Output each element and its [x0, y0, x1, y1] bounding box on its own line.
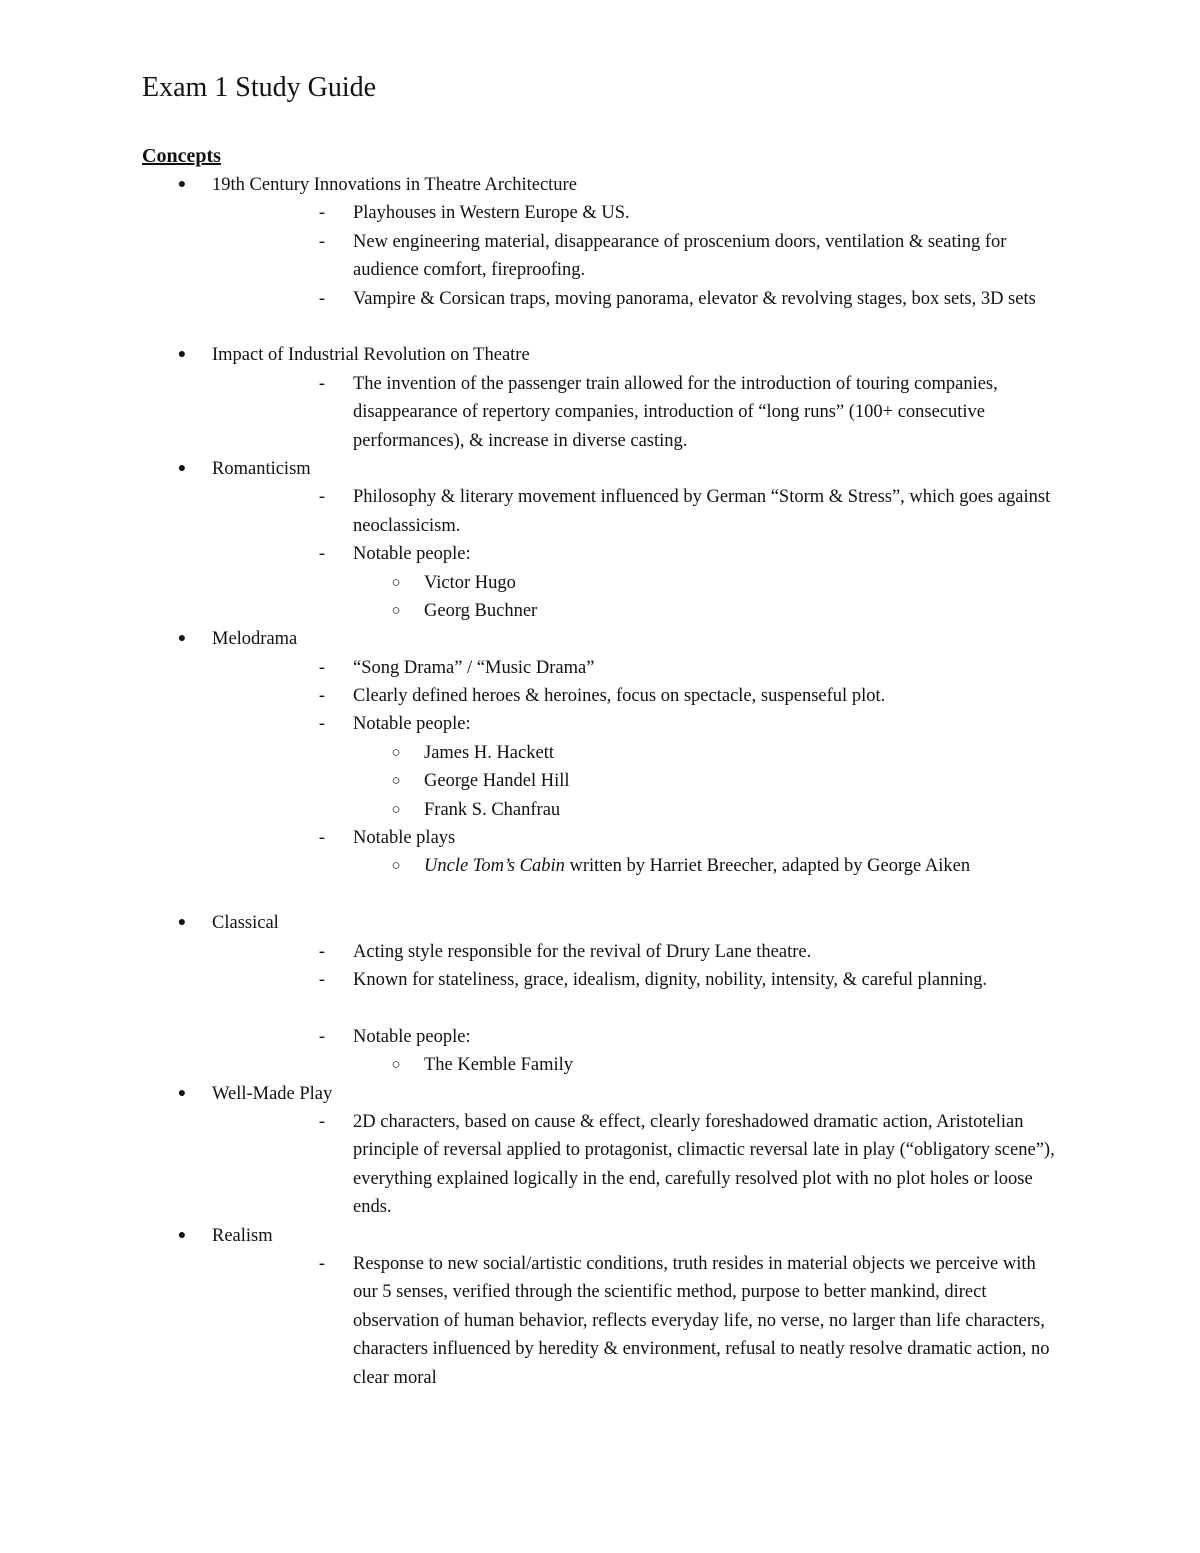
list-item	[0, 938, 1200, 966]
dash-icon: -	[318, 487, 326, 508]
concept-title: 19th Century Innovations in Theatre Architecture	[212, 175, 577, 195]
list-item	[0, 285, 1200, 342]
bullet-icon: ●	[177, 1085, 187, 1101]
dash-icon: -	[318, 941, 326, 962]
concept-title: Well-Made Play	[212, 1083, 333, 1104]
list-item	[0, 852, 1200, 909]
circle-icon: ○	[391, 858, 401, 875]
circle-icon: ○	[391, 773, 401, 790]
bullet-icon: ●	[177, 347, 187, 363]
list-item	[0, 569, 1200, 597]
list-item	[0, 1222, 1200, 1250]
concept-point: New engineering material, disappearance of proscenium doors, ventilation & seating for audience comfort, fireproofing.	[353, 231, 1007, 281]
dash-icon: -	[318, 544, 326, 565]
concept-point: “Song Drama” / “Music Drama”	[353, 657, 595, 678]
list-item	[0, 710, 1200, 738]
dash-icon: -	[318, 1026, 326, 1047]
concept-title: Impact of Industrial Revolution on Theatre	[212, 345, 530, 366]
list-item	[0, 966, 1200, 1023]
notable-person: Victor Hugo	[424, 572, 516, 593]
list-item	[0, 1051, 1200, 1079]
dash-icon: -	[318, 657, 326, 678]
concept-point: Notable plays	[353, 828, 456, 849]
list-item	[0, 199, 1200, 227]
circle-icon: ○	[391, 602, 401, 619]
dash-icon: -	[318, 1253, 326, 1274]
dash-icon: -	[318, 203, 326, 224]
list-item	[0, 483, 1200, 540]
notable-play	[424, 852, 1034, 880]
concept-title: Romanticism	[212, 458, 311, 479]
dash-icon: -	[318, 373, 326, 394]
page-title: Exam 1 Study Guide	[142, 72, 377, 103]
bullet-icon: ●	[177, 177, 187, 192]
list-item	[0, 1250, 1200, 1392]
list-item	[0, 767, 1200, 795]
concept-point: Clearly defined heroes & heroines, focus on spectacle, suspenseful plot.	[353, 686, 886, 707]
concept-point: The invention of the passenger train allowed for the introduction of touring companies, disappearance of repertory companies, introduction of “long runs” (100+ consecutive performances), & increase in diverse casting.	[353, 373, 998, 451]
concept-point: Notable people:	[353, 544, 471, 565]
concepts-list	[0, 171, 1200, 1392]
notable-person: George Handel Hill	[424, 771, 570, 792]
circle-icon: ○	[391, 1057, 401, 1074]
notable-person: James H. Hackett	[424, 742, 554, 763]
play-details: written by Harriet Breecher, adapted by George Aiken	[564, 856, 971, 877]
list-item	[0, 625, 1200, 653]
circle-icon: ○	[391, 801, 401, 818]
bullet-icon: ●	[177, 1227, 187, 1243]
list-item	[0, 341, 1200, 369]
dash-icon: -	[318, 231, 326, 252]
list-item	[0, 682, 1200, 710]
play-title: Uncle Tom’s Cabin	[424, 856, 565, 877]
dash-icon: -	[318, 686, 326, 707]
concept-point: Vampire & Corsican traps, moving panorama, elevator & revolving stages, box sets, 3D sets	[353, 288, 1036, 309]
list-item	[0, 370, 1200, 455]
circle-icon: ○	[391, 574, 401, 591]
concept-point: Notable people:	[353, 714, 471, 735]
notable-person: The Kemble Family	[424, 1055, 573, 1076]
notable-person: Georg Buchner	[424, 600, 538, 621]
concept-title: Realism	[212, 1225, 273, 1246]
concept-point: Playhouses in Western Europe & US.	[353, 203, 630, 224]
concept-title: Melodrama	[212, 629, 298, 650]
concept-point: Response to new social/artistic conditions, truth resides in material objects we perceive with our 5 senses, verified through the scientific method, purpose to better mankind, direct observation of human behavior, reflects everyday life, no verse, no larger than life characters, characters influenced by heredity & environment, refusal to neatly resolve dramatic action, no clear moral	[353, 1253, 1050, 1388]
dash-icon: -	[318, 288, 326, 309]
dash-icon: -	[318, 828, 326, 849]
list-item	[0, 739, 1200, 767]
list-item	[0, 171, 1200, 199]
list-item	[0, 824, 1200, 852]
concept-title: Classical	[212, 913, 279, 934]
concept-point: Known for stateliness, grace, idealism, dignity, nobility, intensity, & careful planning.	[353, 970, 988, 991]
list-item	[0, 909, 1200, 937]
list-item	[0, 540, 1200, 568]
circle-icon: ○	[391, 744, 401, 761]
concept-point: Philosophy & literary movement influenced by German “Storm & Stress”, which goes against neoclassicism.	[353, 487, 1051, 536]
list-item	[0, 597, 1200, 625]
concept-point: Acting style responsible for the revival of Drury Lane theatre.	[353, 941, 812, 962]
dash-icon: -	[318, 1111, 326, 1132]
list-item	[0, 1080, 1200, 1108]
list-item	[0, 796, 1200, 824]
concept-point: 2D characters, based on cause & effect, clearly foreshadowed dramatic action, Aristotelian principle of reversal applied to protagonist, climactic reversal late in play (“obligatory scene”), everything explained logically in the end, carefully resolved plot with no plot holes or loose ends.	[353, 1111, 1055, 1218]
list-item	[0, 228, 1200, 285]
concept-point: Notable people:	[353, 1026, 471, 1047]
bullet-icon: ●	[177, 631, 187, 647]
list-item	[0, 1023, 1200, 1051]
notable-person: Frank S. Chanfrau	[424, 799, 561, 820]
bullet-icon: ●	[177, 460, 187, 476]
dash-icon: -	[318, 714, 326, 735]
section-heading-concepts: Concepts	[142, 145, 221, 167]
dash-icon: -	[318, 970, 326, 991]
list-item	[0, 654, 1200, 682]
bullet-icon: ●	[177, 915, 187, 931]
list-item	[0, 1108, 1200, 1222]
list-item	[0, 455, 1200, 483]
